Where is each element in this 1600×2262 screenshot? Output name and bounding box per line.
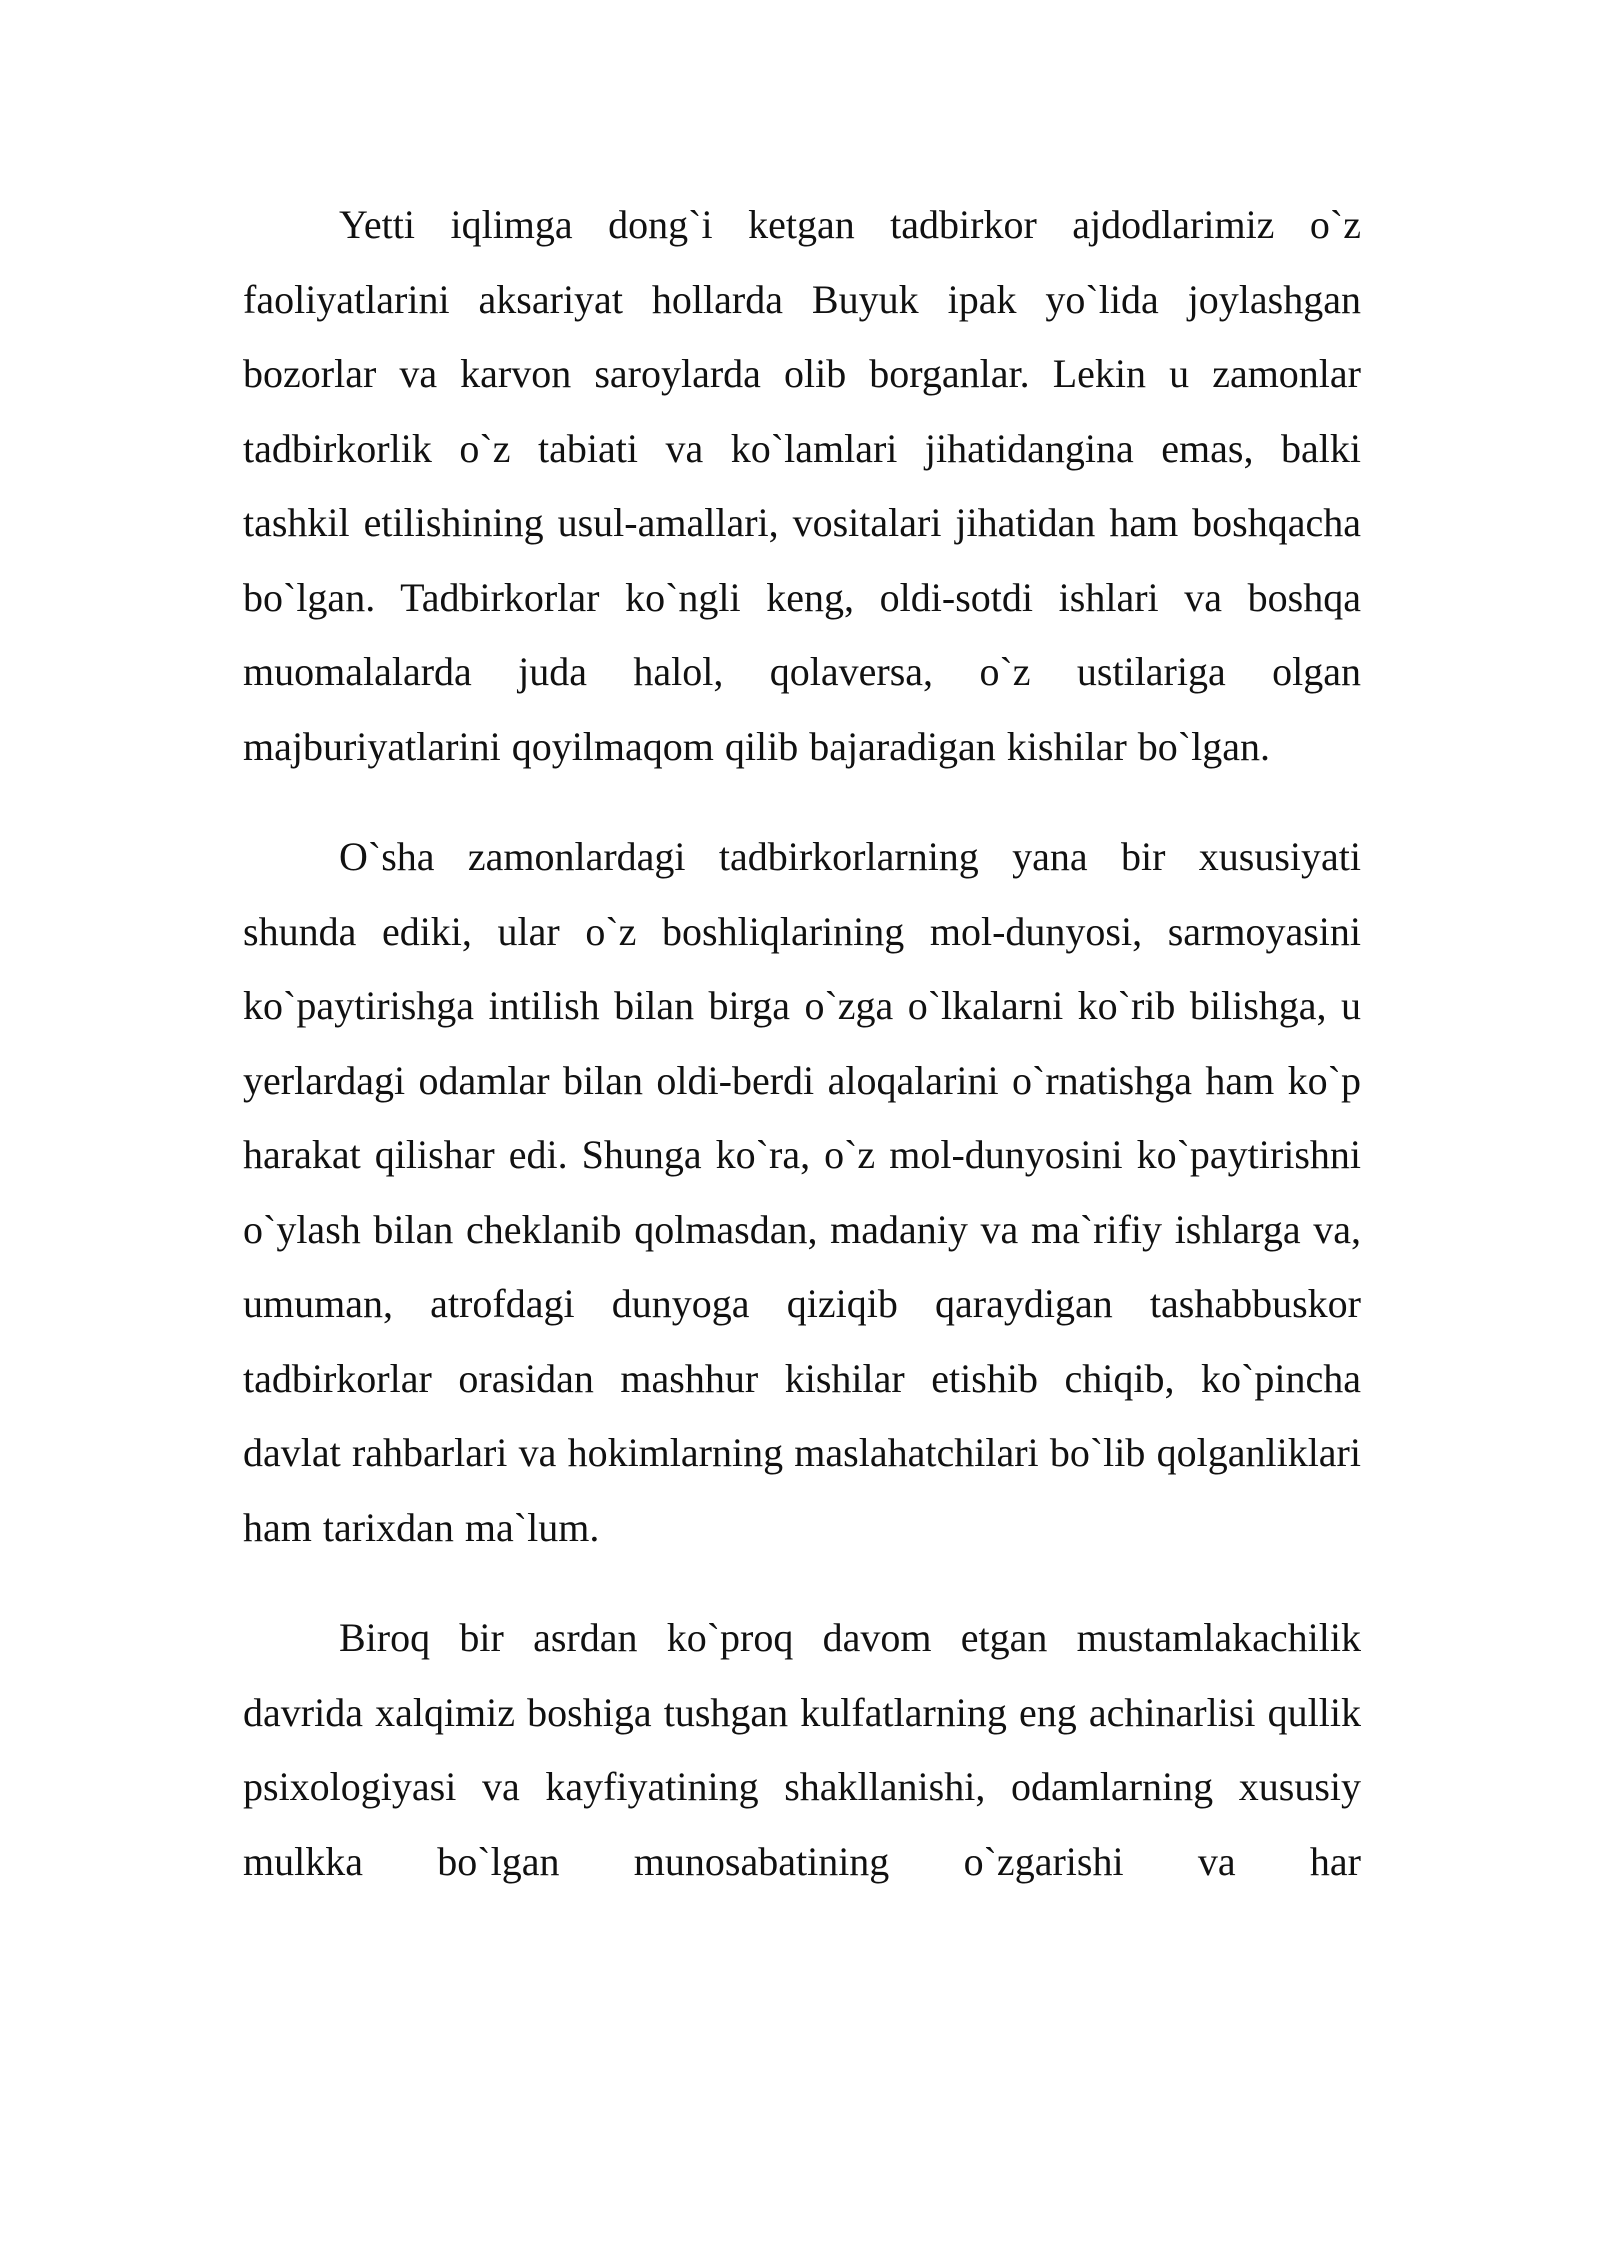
paragraph-3: Biroq bir asrdan ko`proq davom etgan mustamlakachilik davrida xalqimiz boshiga tushgan kulfatlarning eng achinarlisi qullik psixologiyasi va kayfiyatining shakllanishi, odamlarning xususiy mulkka bo`lgan munosabatining o`zgarishi va har	[243, 1615, 1361, 1884]
document-body	[243, 188, 1361, 1935]
paragraph-1: Yetti iqlimga dong`i ketgan tadbirkor ajdodlarimiz o`z faoliyatlarini aksariyat hollarda Buyuk ipak yo`lida joylashgan bozorlar va karvon saroylarda olib borganlar. Lekin u zamonlar tadbirkorlik o`z tabiati va ko`lamlari jihatidangina emas, balki tashkil etilishining usul-amallari, vositalari jihatidan ham boshqacha bo`lgan. Tadbirkorlar ko`ngli keng, oldi-sotdi ishlari va boshqa muomalalarda juda halol, qolaversa, o`z ustilariga olgan majburiyatlarini qoyilmaqom qilib bajaradigan kishilar bo`lgan.	[243, 202, 1361, 769]
paragraph-2: O`sha zamonlardagi tadbirkorlarning yana bir xususiyati shunda ediki, ular o`z boshliqlarining mol-dunyosi, sarmoyasini ko`paytirishga intilish bilan birga o`zga o`lkalarni ko`rib bilishga, u yerlardagi odamlar bilan oldi-berdi aloqalarini o`rnatishga ham ko`p harakat qilishar edi. Shunga ko`ra, o`z mol-dunyosini ko`paytirishni o`ylash bilan cheklanib qolmasdan, madaniy va ma`rifiy ishlarga va, umuman, atrofdagi dunyoga qiziqib qaraydigan tashabbuskor tadbirkorlar orasidan mashhur kishilar etishib chiqib, ko`pincha davlat rahbarlari va hokimlarning maslahatchilari bo`lib qolganliklari ham tarixdan ma`lum.	[243, 834, 1361, 1550]
